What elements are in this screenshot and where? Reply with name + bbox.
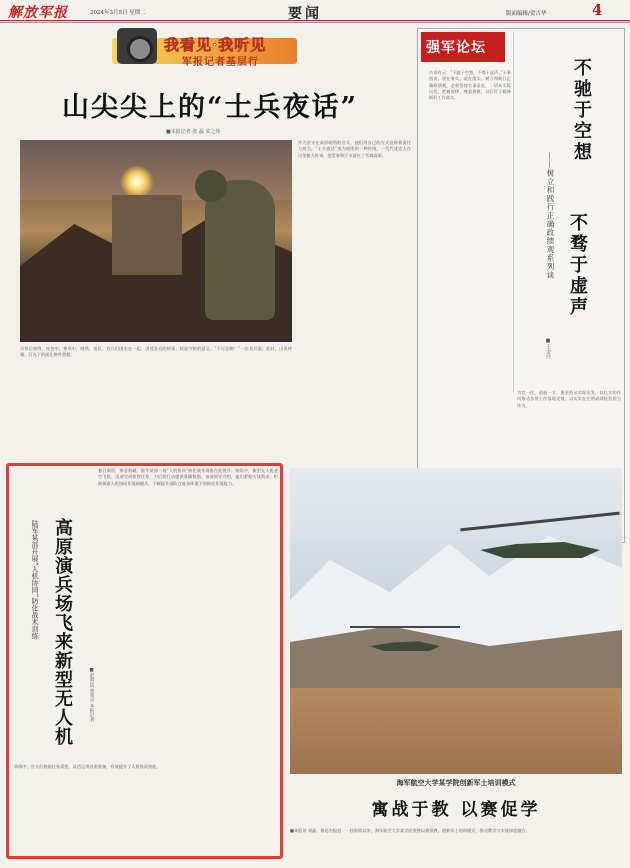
column-divider [513,32,514,392]
commentary-headline-b: 不骛于虚声 [567,213,588,318]
headline-main: 山尖尖上的“士兵夜话” [62,92,359,123]
photo-desk [112,195,182,275]
drone-headline: 高原演兵场飞来新型无人机 [52,518,73,746]
camera-icon [117,28,157,64]
lamp-light [120,165,154,199]
banner-title: 我看见·我听见 [164,36,267,54]
commentary-headline-a: 不驰于空想 [571,58,592,163]
column-banner [112,28,297,72]
header-rule [0,22,630,23]
naval-article-body: ■本报讯 刘鑫、鲁忠杰报道：一段时间以来，海军航空大学某学院坚持以战领教，创新军士培训模式，推动教学与实战深度融合。 [290,828,530,833]
article-body-main: 早饭后照例，夜色中，寒风中，哨所，连队，官兵们围坐在一起，讲述各自的故事，叙说守防的意义。“不可忘啊！”一位老兵说。此时，山风呼啸，灯光下的面孔格外坚毅。 [20,346,292,358]
drone-article-body-bottom: 训练中，官兵们根据任务需要，灵活运用各类装备，有效提升了人机协同效能。 [14,764,161,769]
commentary-logo-text: 强军论坛 [426,40,486,56]
naval-subtitle: 海军航空大学某学院创新军士培训模式 [396,778,516,787]
rotor-blade-small [350,626,460,628]
article-body-main-col2: 作为驻守在高原哨所的官兵，他们用自己的方式诠释着责任与担当。“士兵夜话”成为哨所的一种传统，一代代戍边人在这里接力传承，把青春和汗水留在了雪域高原。 [298,140,411,158]
commentary-subtitle: ——树立和践行正确政绩观系列谈 [546,152,555,280]
drone-article-body: 春日高原，寒意料峭。陆军某部一场“人机协同”防化战术训练在此展开。演练中，新型无人机凌空飞抵，迅速完成侦察任务，为后续行动提供准确数据。该部领导介绍，他们紧贴实战需求，积极探索人机协同作战新模式，不断提升部队在复杂环境下的防化作战能力。 [98,468,278,486]
commentary-byline: ■王金玲 [545,338,551,359]
page-editor: 版面编辑/贺吉华 [506,11,547,17]
drone-subtitle: 陆军某部开展“人机协同”防化战术训练 [31,520,39,640]
photo-night-post [20,140,292,342]
drone-byline: ■赵明远 曾希尔 本报记者 [89,668,94,722]
photo-helicopters [290,468,622,774]
section-title: 要闻 [288,6,322,22]
page-number: 4 [592,1,603,19]
commentary-logo [421,32,505,62]
newspaper-logo: 解放军报 [8,5,68,21]
banner-subtitle: 军报记者基层行 [182,57,259,68]
naval-headline: 寓战于教 以赛促学 [371,800,541,820]
issue-date: 2024年3月5日 星期二 [90,10,146,16]
commentary-body-bottom: 为官一任，造福一方。要坚持从实际出发，以扎实的作风推动各项工作落地见效，以实实在在的成绩检验担当作为。 [517,390,621,408]
photo2-ground [290,688,622,774]
byline-main: ■本报记者 张 磊 朱之炜 [166,129,221,135]
soldier-head [195,170,227,202]
commentary-body: 古语有云：“不驰于空想，不骛于虚声。”干事创业，贵在务实，重在落实。树立和践行正确政绩观，必须坚持实事求是，一切从实际出发，把握规律、尊重规律，以钉钉子精神抓好工作落实。 [429,70,511,101]
